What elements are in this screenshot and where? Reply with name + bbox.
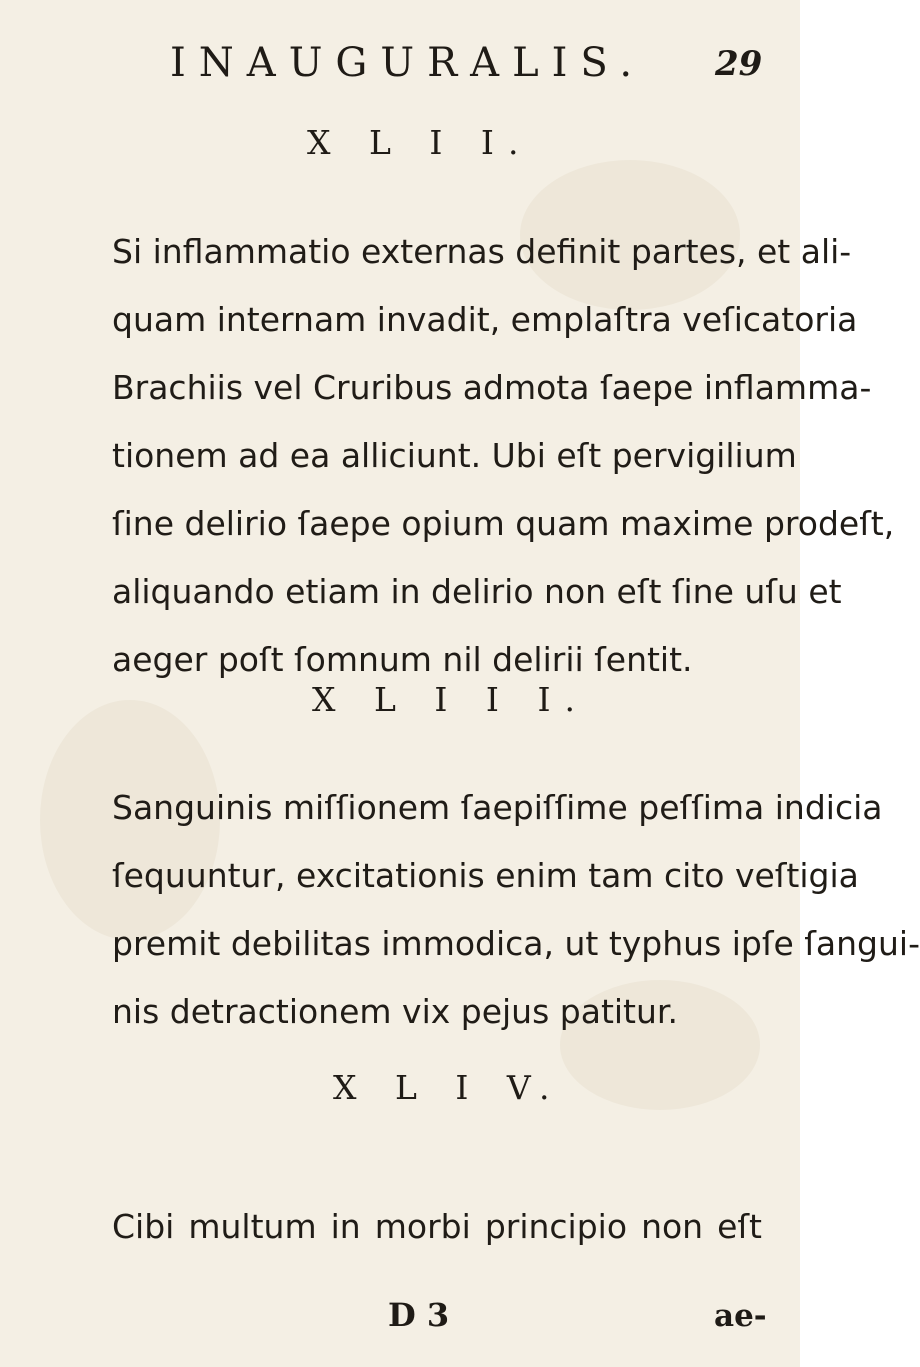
running-title: INAUGURALIS.: [170, 40, 646, 86]
section-paragraph: [112, 774, 920, 1046]
text-line: premit debilitas immodica, ut typhus ipſe ſangui-: [112, 924, 920, 963]
section-paragraph: [112, 1193, 762, 1261]
running-head: [170, 40, 763, 90]
text-line: aeger poſt ſomnum nil delirii ſentit.: [112, 640, 693, 679]
section-heading: X L I V.: [333, 1068, 564, 1107]
text-line: Cibi multum in morbi principio non eſt: [112, 1207, 762, 1246]
text-line: quam internam invadit, emplaſtra veſicatoria: [112, 300, 858, 339]
text-line: ſine delirio ſaepe opium quam maxime prodeſt,: [112, 504, 895, 543]
section-paragraph: [112, 218, 895, 694]
section-heading: X L I I.: [307, 123, 533, 162]
text-line: Sanguinis miſſionem ſaepiſſime peſſima indicia: [112, 788, 883, 827]
page-number: 29: [715, 44, 763, 84]
text-line: nis detractionem vix pejus patitur.: [112, 992, 678, 1031]
section-heading: X L I I I.: [312, 680, 589, 719]
text-line: aliquando etiam in delirio non eſt ſine uſu et: [112, 572, 842, 611]
text-line: ſequuntur, excitationis enim tam cito veſtigia: [112, 856, 859, 895]
text-line: Si inflammatio externas definit partes, et ali-: [112, 232, 852, 271]
text-line: tionem ad ea alliciunt. Ubi eſt pervigilium: [112, 436, 797, 475]
catchword: ae-: [714, 1298, 767, 1334]
signature-mark: D 3: [388, 1296, 450, 1334]
text-line: Brachiis vel Cruribus admota ſaepe inflamma-: [112, 368, 872, 407]
